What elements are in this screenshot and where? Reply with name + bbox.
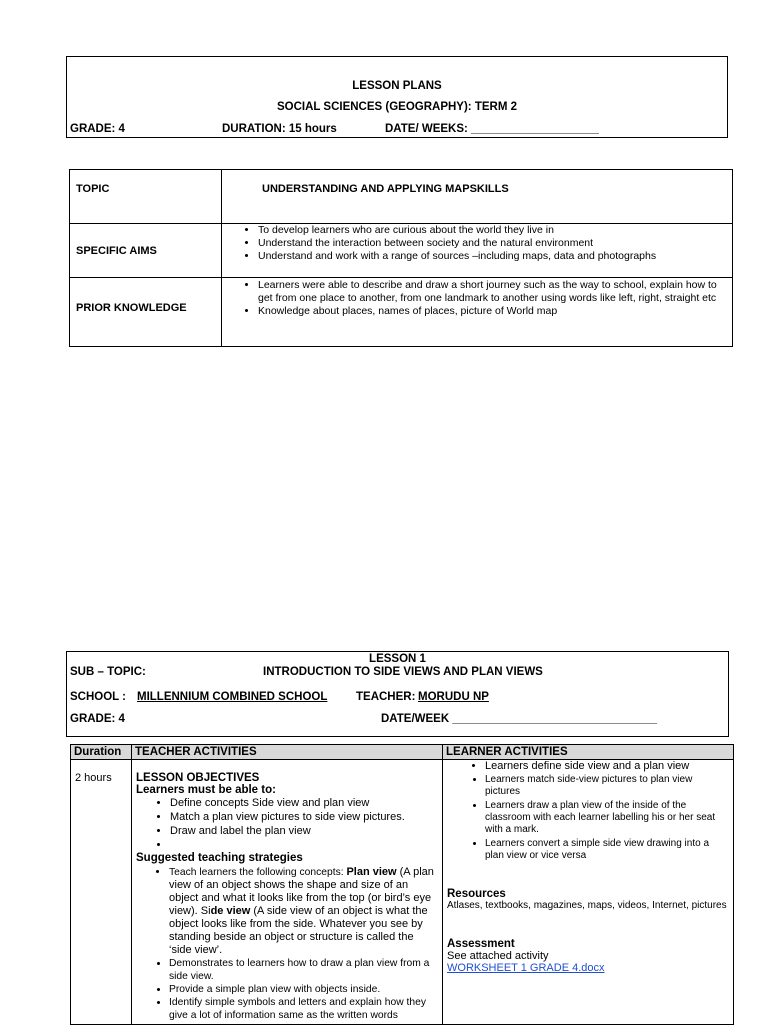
table-header-row xyxy=(71,745,734,760)
list-item: • Learners were able to describe and draw a short journey such as the way to school, explain how to get from one place to another, from one landmark to another using words like left, right, straight etc xyxy=(258,279,726,305)
lesson-plans-header xyxy=(66,56,728,138)
resources-text: Atlases, textbooks, magazines, maps, videos, Internet, pictures xyxy=(447,900,727,911)
lesson-number: LESSON 1 xyxy=(369,653,426,665)
list-item: • Draw and label the plan view xyxy=(170,824,438,838)
learner-activities-cell xyxy=(443,760,734,1025)
date-week-label: DATE/WEEK ________________________________ xyxy=(381,713,658,725)
teacher-value: MORUDU NP xyxy=(418,691,489,703)
assessment-text: See attached activity xyxy=(447,950,549,962)
lesson-header-box xyxy=(66,651,729,737)
list-item: • To develop learners who are curious about the world they live in xyxy=(258,224,726,237)
list-item xyxy=(169,866,438,957)
column-header-duration: Duration xyxy=(71,745,132,760)
resources-title: Resources xyxy=(447,888,506,900)
duration-cell: 2 hours xyxy=(71,760,132,1025)
prior-knowledge-cell xyxy=(222,278,733,347)
list-item: • Learners convert a simple side view drawing into a plan view or vice versa xyxy=(485,838,729,862)
strategy-side-view-text: (A side view of an object is what the object looks like from the side. Whatever you see by standing beside an object or structure is called the ‘side view’. xyxy=(169,905,428,956)
teacher-label: TEACHER: xyxy=(356,691,416,703)
plan-view-term: Plan view xyxy=(346,866,397,878)
list-item: • Understand the interaction between society and the natural environment xyxy=(258,237,726,250)
topic-value: UNDERSTANDING AND APPLYING MAPSKILLS xyxy=(222,170,733,224)
topic-label: TOPIC xyxy=(70,170,222,224)
activities-table xyxy=(70,744,734,1025)
aims-cell xyxy=(222,224,733,278)
prior-knowledge-list xyxy=(228,279,726,318)
topic-row xyxy=(70,170,733,224)
subtopic-label: SUB – TOPIC: xyxy=(70,666,146,678)
column-header-learner: LEARNER ACTIVITIES xyxy=(443,745,734,760)
list-item: • Match a plan view pictures to side view pictures. xyxy=(170,810,438,824)
overview-table xyxy=(69,169,733,347)
assessment-title: Assessment xyxy=(447,938,515,950)
prior-knowledge-row xyxy=(70,278,733,347)
list-item: • Provide a simple plan view with objects inside. xyxy=(169,983,438,996)
list-item: • Define concepts Side view and plan view xyxy=(170,796,438,810)
side-view-term: de view xyxy=(210,905,251,917)
list-item: • Understand and work with a range of sources –including maps, data and photographs xyxy=(258,250,726,263)
document-title: LESSON PLANS xyxy=(352,80,442,92)
teacher-activities-cell xyxy=(132,760,443,1025)
worksheet-link[interactable]: WORKSHEET 1 GRADE 4.docx xyxy=(447,962,605,974)
aims-row xyxy=(70,224,733,278)
list-item: • Knowledge about places, names of places, picture of World map xyxy=(258,305,726,318)
subtopic-value: INTRODUCTION TO SIDE VIEWS AND PLAN VIEWS xyxy=(263,666,543,678)
strategy-concepts-intro: Teach learners the following concepts: xyxy=(169,867,347,878)
list-item: • Identify simple symbols and letters and explain how they give a lot of information same as the written words xyxy=(169,996,438,1022)
table-row xyxy=(71,760,734,1025)
strategy-plan-view-text: (A plan view of an object shows the shape and size of an object and what it looks like from the top (or bird’s eye view). Si xyxy=(169,866,434,917)
school-value: MILLENNIUM COMBINED SCHOOL xyxy=(137,691,328,703)
duration-label: DURATION: 15 hours xyxy=(222,123,337,135)
lesson-grade: GRADE: 4 xyxy=(70,713,125,725)
date-weeks-label: DATE/ WEEKS: ____________________ xyxy=(385,123,599,135)
list-item: • Learners match side-view pictures to plan view pictures xyxy=(485,774,729,798)
objectives-subtitle: Learners must be able to: xyxy=(136,784,276,796)
aims-label: SPECIFIC AIMS xyxy=(70,224,222,278)
list-item: • Learners draw a plan view of the inside of the classroom with each learner labelling his or her seat with a mark. xyxy=(485,800,729,836)
objectives-list xyxy=(136,796,438,852)
list-item: • Demonstrates to learners how to draw a plan view from a side view. xyxy=(169,957,438,983)
aims-list xyxy=(228,224,726,263)
school-label: SCHOOL : xyxy=(70,691,127,703)
strategies-list xyxy=(136,866,438,1022)
column-header-teacher: TEACHER ACTIVITIES xyxy=(132,745,443,760)
list-item: • Learners define side view and a plan view xyxy=(485,760,729,772)
grade-label: GRADE: 4 xyxy=(70,123,125,135)
strategies-title: Suggested teaching strategies xyxy=(136,852,303,864)
prior-knowledge-label: PRIOR KNOWLEDGE xyxy=(70,278,222,347)
subject-line: SOCIAL SCIENCES (GEOGRAPHY): TERM 2 xyxy=(276,101,518,113)
learner-activities-list xyxy=(447,760,729,862)
list-item xyxy=(170,838,438,852)
objectives-title: LESSON OBJECTIVES xyxy=(136,772,260,784)
